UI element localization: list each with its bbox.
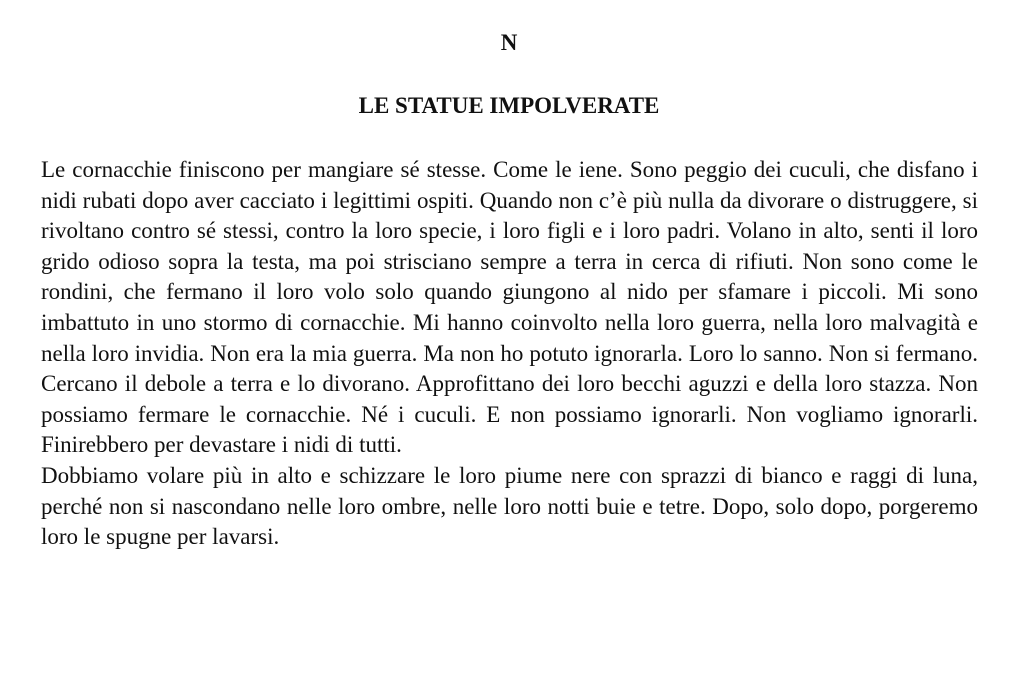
chapter-title: LE STATUE IMPOLVERATE [358, 93, 660, 118]
section-letter: N [500, 30, 518, 55]
paragraph-2: Dobbiamo volare più in alto e schizzare le loro piume nere con sprazzi di bianco e raggi di luna, perché non si nascondano nelle loro ombre, nelle loro notti buie e tetre. Dopo, solo dopo, porgeremo loro le spugne per lavarsi. [41, 462, 978, 550]
paragraph-1: Le cornacchie finiscono per mangiare sé stesse. Come le iene. Sono peggio dei cuculi, che disfano i nidi rubati dopo aver cacciato i legittimi ospiti. Quando non c’è più nulla da divorare o distruggere, si rivoltano contro sé stessi, contro la loro specie, i loro figli e i loro padri. Volano in alto, senti il loro grido odioso sopra la testa, ma poi strisciano sempre a terra in cerca di rifiuti. Non sono come le rondini, che fermano il loro volo solo quando giungono al nido per sfamare i piccoli. Mi sono imbattuto in uno stormo di cornacchie. Mi hanno coinvolto nella loro guerra, nella loro malvagità e nella loro invidia. Non era la mia guerra. Ma non ho potuto ignorarla. Loro lo sanno. Non si fermano. Cercano il debole a terra e lo divorano. Approfittano dei loro becchi aguzzi e della loro stazza. Non possiamo fermare le cornacchie. Né i cuculi. E non possiamo ignorarli. Non vogliamo ignorarli. Finirebbero per devastare i nidi di tutti. [41, 157, 978, 458]
body-text [41, 155, 978, 553]
